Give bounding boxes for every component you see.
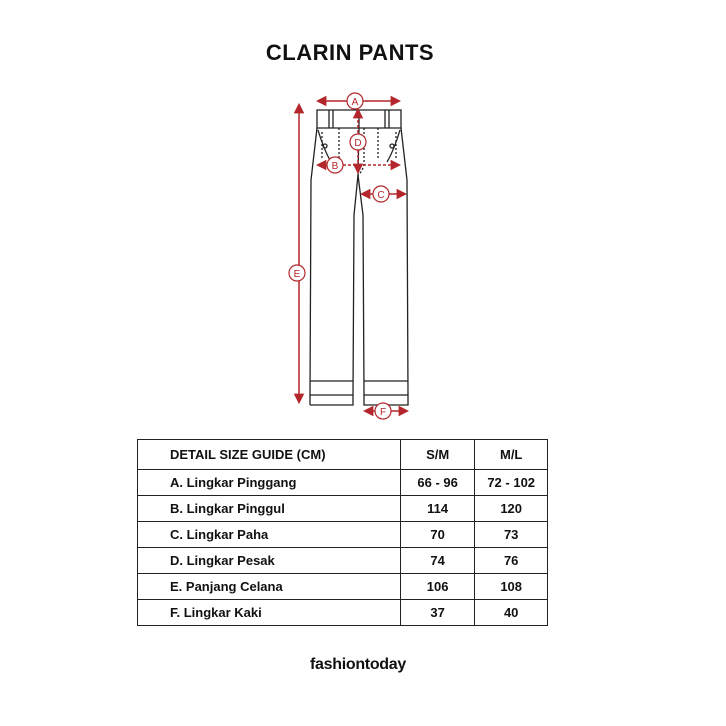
header-sm: S/M [400, 440, 474, 470]
row-sm: 114 [400, 496, 474, 522]
row-ml: 72 - 102 [475, 470, 548, 496]
table-row [138, 496, 548, 522]
row-ml: 40 [475, 600, 548, 626]
row-detail: D. Lingkar Pesak [138, 548, 401, 574]
brand-logo: fashiontoday [310, 656, 406, 673]
row-ml: 108 [475, 574, 548, 600]
row-detail: C. Lingkar Paha [138, 522, 401, 548]
row-sm: 74 [400, 548, 474, 574]
row-ml: 76 [475, 548, 548, 574]
label-d: D [354, 138, 362, 149]
row-detail: E. Panjang Celana [138, 574, 401, 600]
table-row [138, 470, 548, 496]
label-b: B [331, 161, 339, 172]
row-sm: 70 [400, 522, 474, 548]
row-detail: B. Lingkar Pinggul [138, 496, 401, 522]
table-row [138, 574, 548, 600]
header-detail: DETAIL SIZE GUIDE (CM) [138, 440, 401, 470]
label-e: E [293, 269, 301, 280]
row-sm: 66 - 96 [400, 470, 474, 496]
row-detail: F. Lingkar Kaki [138, 600, 401, 626]
row-detail: A. Lingkar Pinggang [138, 470, 401, 496]
header-ml: M/L [475, 440, 548, 470]
label-c: C [377, 190, 385, 201]
row-ml: 120 [475, 496, 548, 522]
row-ml: 73 [475, 522, 548, 548]
row-sm: 37 [400, 600, 474, 626]
label-f: F [379, 407, 387, 418]
label-a: A [351, 97, 359, 108]
table-header-row [138, 440, 548, 470]
pants-outline [310, 110, 408, 405]
page-title: CLARIN PANTS [265, 40, 435, 65]
row-sm: 106 [400, 574, 474, 600]
size-guide-table [137, 439, 548, 626]
table-row [138, 600, 548, 626]
table-row [138, 548, 548, 574]
table-row [138, 522, 548, 548]
